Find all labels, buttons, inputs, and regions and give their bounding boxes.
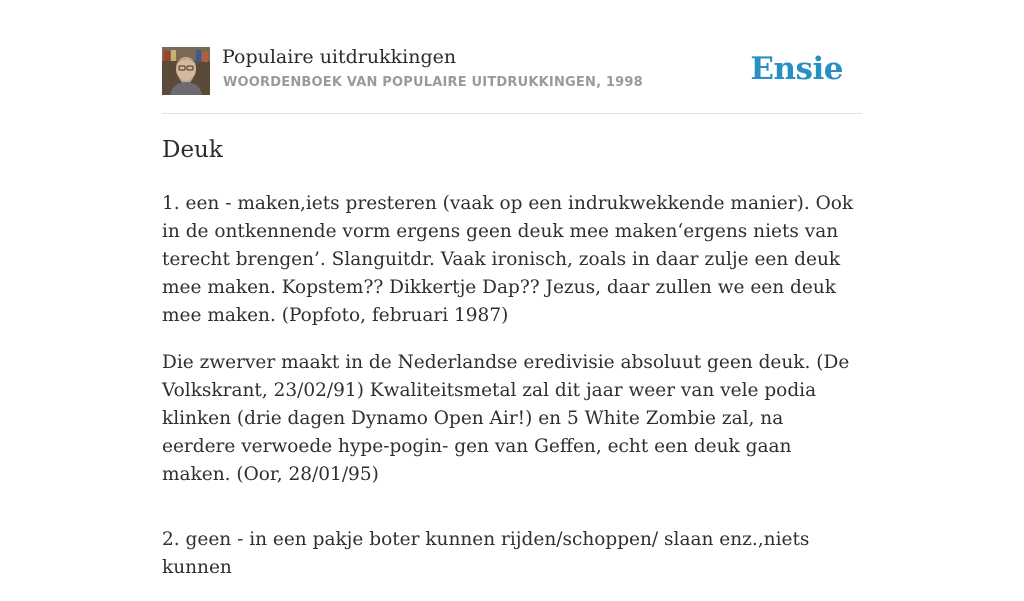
definition-paragraph: 1. een - maken,iets presteren (vaak op een indrukwekkende manier). Ook in de ontkennende vorm ergens geen deuk mee maken‘ergens niets van terecht brengen’. Slanguitdr. Vaak ironisch, zoals in daar zulje een deuk mee maken. Kopstem?? Dikkertje Dap?? Jezus, daar zullen we een deuk mee maken. (Popfoto, februari 1987) (162, 193, 854, 326)
source-title[interactable]: Populaire uitdrukkingen (222, 46, 457, 68)
header-divider (162, 113, 862, 114)
source-subtitle: WOORDENBOEK VAN POPULAIRE UITDRUKKINGEN, 1998 (223, 75, 643, 90)
entry-header (162, 46, 862, 98)
entry-body (162, 190, 862, 601)
ensie-logo[interactable]: Ensie (750, 51, 843, 87)
definition-paragraph: Die zwerver maakt in de Nederlandse eredivisie absoluut geen deuk. (De Volkskrant, 23/02/91) Kwaliteitsmetal zal dit jaar weer van vele podia klinken (drie dagen Dynamo Open Air!) en 5 White Zombie zal, na eerdere verwoede hype-pogin- gen van Geffen, echt een deuk gaan maken. (Oor, 28/01/95) (162, 352, 850, 485)
avatar-portrait-icon (162, 47, 210, 95)
avatar[interactable] (162, 47, 210, 95)
headword: Deuk (162, 137, 223, 163)
definition-paragraph: 2. geen - in een pakje boter kunnen rijden/schoppen/ slaan enz.,niets kunnen (162, 529, 810, 578)
